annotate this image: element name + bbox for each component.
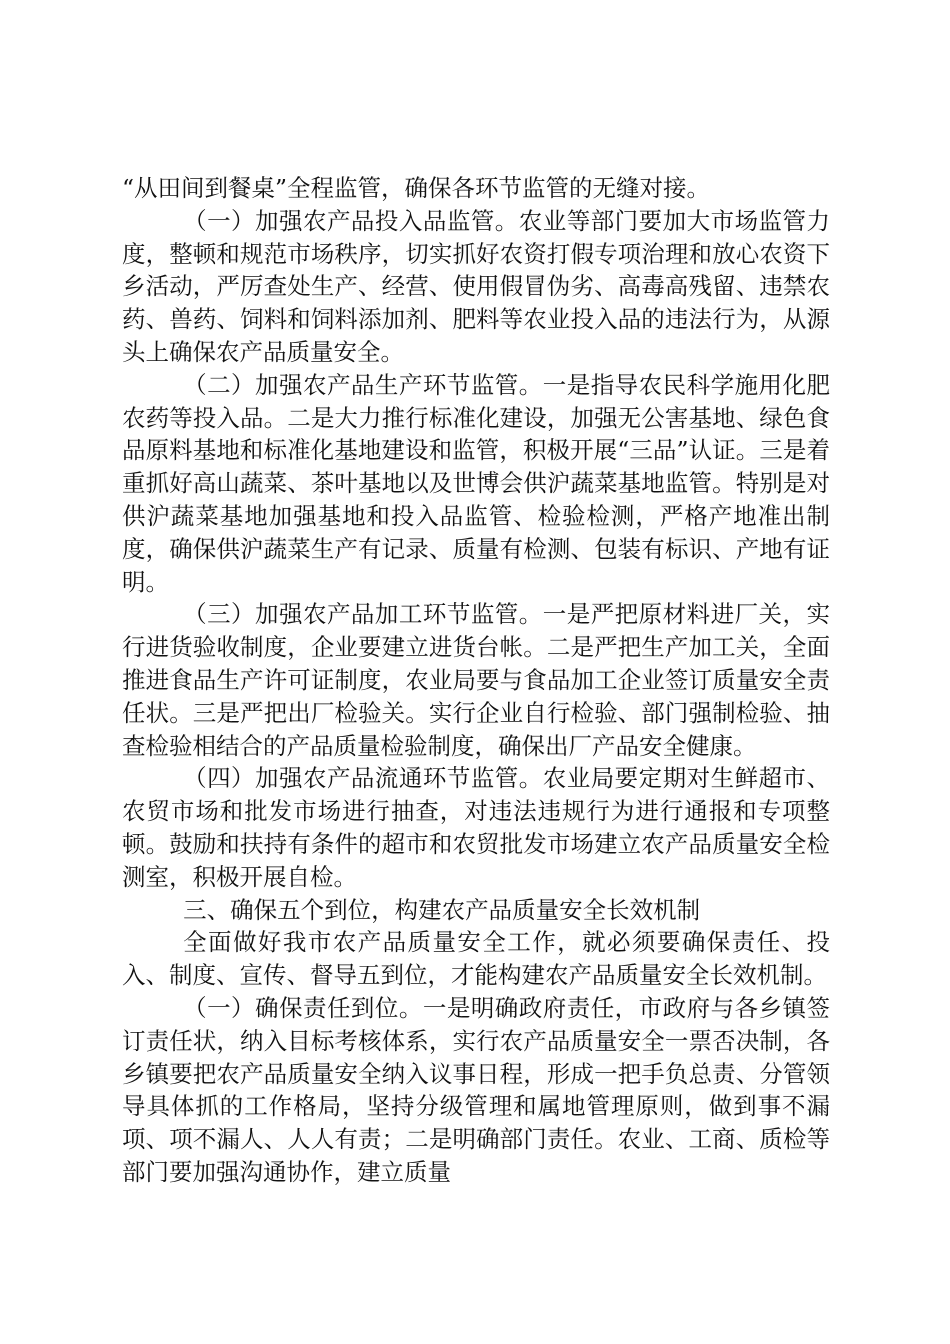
section-heading-three: 三、确保五个到位，构建农产品质量安全长效机制 xyxy=(183,895,701,924)
paragraph-five-in-place: 全面做好我市农产品质量安全工作，就必须要确保责任、投入、制度、宣传、督导五到位，才能构建农产品质量安全长效机制。 xyxy=(122,928,830,990)
paragraph-processing-supervision: （三）加强农产品加工环节监管。一是严把原材料进厂关，实行进货验收制度，企业要建立进货台帐。二是严把生产加工关，全面推进食品生产许可证制度，农业局要与食品加工企业签订质量安全责任状。三是严把出厂检验关。实行企业自行检验、部门强制检验、抽查检验相结合的产品质量检验制度，确保出厂产品安全健康。 xyxy=(122,600,830,760)
paragraph-circulation-supervision: （四）加强农产品流通环节监管。农业局要定期对生鲜超市、农贸市场和批发市场进行抽查，对违法违规行为进行通报和专项整顿。鼓励和扶持有条件的超市和农贸批发市场建立农产品质量安全检测室，积极开展自检。 xyxy=(122,764,830,891)
paragraph-production-supervision: （二）加强农产品生产环节监管。一是指导农民科学施用化肥农药等投入品。二是大力推行标准化建设，加强无公害基地、绿色食品原料基地和标准化基地建设和监管，积极开展“三品”认证。三是着重抓好高山蔬菜、茶叶基地以及世博会供沪蔬菜基地监管。特别是对供沪蔬菜基地加强基地和投入品监管、检验检测，严格产地准出制度，确保供沪蔬菜生产有记录、质量有检测、包装有标识、产地有证明。 xyxy=(122,370,830,596)
paragraph-continuation: “从田间到餐桌”全程监管，确保各环节监管的无缝对接。 xyxy=(122,174,711,202)
document-page xyxy=(122,172,830,1189)
paragraph-input-supervision: （一）加强农产品投入品监管。农业等部门要加大市场监管力度，整顿和规范市场秩序，切实抓好农资打假专项治理和放心农资下乡活动，严厉查处生产、经营、使用假冒伪劣、高毒高残留、违禁农药、兽药、饲料和饲料添加剂、肥料等农业投入品的违法行为，从源头上确保农产品质量安全。 xyxy=(122,206,830,366)
paragraph-responsibility: （一）确保责任到位。一是明确政府责任，市政府与各乡镇签订责任状，纳入目标考核体系，实行农产品质量安全一票否决制，各乡镇要把农产品质量安全纳入议事日程，形成一把手负总责、分管领导具体抓的工作格局，坚持分级管理和属地管理原则，做到事不漏项、项不漏人、人人有责；二是明确部门责任。农业、工商、质检等部门要加强沟通协作，建立质量 xyxy=(122,993,830,1186)
